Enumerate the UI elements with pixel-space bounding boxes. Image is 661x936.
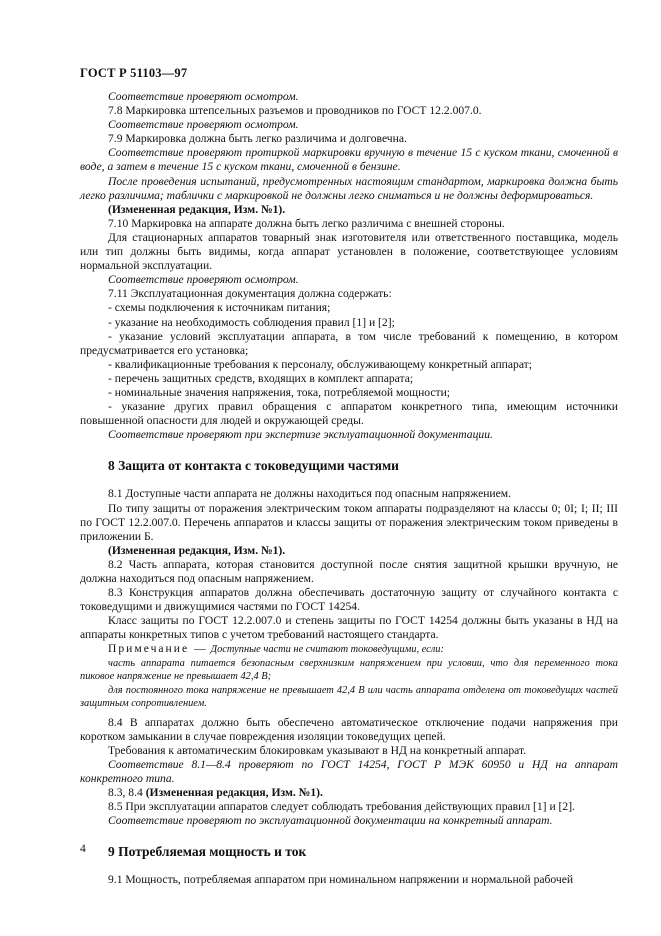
clause-7-9: 7.9 Маркировка должна быть легко различима и долговечна. <box>108 132 407 146</box>
clause-ref: 8.3, 8.4 <box>108 785 143 799</box>
note-text: для постоянного тока напряжение не превышает 42,4 В или часть аппарата отделена от токоведущих частей защитным сопротивлением. <box>80 684 618 710</box>
paragraph: По типу защиты от поражения электрическим током аппараты подразделяют на классы 0; 0I; I; II; III по ГОСТ 12.2.007.0. Перечень аппаратов и классы защиты от поражения электрическим током приведены в приложении Б. <box>80 501 618 543</box>
section-8-heading: 8 Защита от контакта с токоведущими частями <box>108 458 399 474</box>
list-item: - номинальные значения напряжения, тока, потребляемой мощности; <box>108 385 451 399</box>
note <box>80 642 618 656</box>
amendment-note: (Измененная редакция, Изм. №1). <box>145 785 323 799</box>
paragraph: Соответствие проверяют по эксплуатационной документации на конкретный аппарат. <box>108 814 553 828</box>
amendment-note: (Измененная редакция, Изм. №1). <box>108 202 286 216</box>
clause-8-1: 8.1 Доступные части аппарата не должны находиться под опасным напряжением. <box>108 487 512 501</box>
paragraph: Класс защиты по ГОСТ 12.2.007.0 и степень защиты по ГОСТ 14254 должны быть указаны в НД на аппараты конкретных типов с учетом требований настоящего стандарта. <box>80 614 618 642</box>
paragraph: Соответствие проверяют осмотром. <box>108 118 299 132</box>
clause-7-8: 7.8 Маркировка штепсельных разъемов и проводников по ГОСТ 12.2.007.0. <box>108 104 482 118</box>
list-item: - указание других правил обращения с аппаратом конкретного типа, имеющим источники повышенной опасности для людей и окружающей среды. <box>80 400 618 428</box>
list-item: - перечень защитных средств, входящих в комплект аппарата; <box>108 371 414 385</box>
document-header: ГОСТ Р 51103—97 <box>80 66 188 80</box>
amendment-line <box>80 786 618 800</box>
list-item: - указание на необходимость соблюдения правил [1] и [2]; <box>108 315 395 329</box>
paragraph: Для стационарных аппаратов товарный знак изготовителя или ответственного поставщика, модель или тип должны быть видимы, когда аппарат установлен в положение, соответствующее условиям нормальной эксплуатации. <box>80 230 618 273</box>
section-9-heading: 9 Потребляемая мощность и ток <box>108 844 307 860</box>
paragraph: После проведения испытаний, предусмотренных настоящим стандартом, маркировка должна быть легко различима; таблички с маркировкой не должны легко сниматься и не должны деформироваться. <box>80 174 618 202</box>
page-number: 4 <box>80 842 86 855</box>
paragraph: Соответствие проверяют осмотром. <box>108 273 299 287</box>
amendment-note: (Измененная редакция, Изм. №1). <box>108 543 286 557</box>
paragraph: Соответствие проверяют осмотром. <box>108 90 299 103</box>
list-item: - схемы подключения к источникам питания; <box>108 301 331 315</box>
note-text: Доступные части не считают токоведущими, если: <box>210 644 444 656</box>
clause-7-10: 7.10 Маркировка на аппарате должна быть легко различима с внешней стороны. <box>108 216 505 230</box>
clause-8-3: 8.3 Конструкция аппаратов должна обеспечивать достаточную защиту от случайного контакта с токоведущими и движущимися частями по ГОСТ 14254. <box>80 586 618 614</box>
note-text: часть аппарата питается безопасным сверхнизким напряжением при условии, что для переменного тока пиковое напряжение не превышает 42,4 В; <box>80 657 618 683</box>
clause-9-1: 9.1 Мощность, потребляемая аппаратом при номинальном напряжении и нормальной рабочей <box>108 873 574 887</box>
note-label: Примечание — <box>108 642 208 656</box>
list-item: - квалификационные требования к персоналу, обслуживающему конкретный аппарат; <box>108 357 532 371</box>
clause-8-5: 8.5 При эксплуатации аппаратов следует соблюдать требования действующих правил [1] и [2]. <box>108 800 575 814</box>
paragraph: Требования к автоматическим блокировкам указывают в НД на конкретный аппарат. <box>108 743 527 757</box>
paragraph: Соответствие проверяют при экспертизе эксплуатационной документации. <box>108 428 493 442</box>
list-item: - указание условий эксплуатации аппарата, в том числе требований к помещению, в котором предусматривается его установка; <box>80 329 618 357</box>
document-body <box>80 90 618 887</box>
paragraph: Соответствие 8.1—8.4 проверяют по ГОСТ 14254, ГОСТ Р МЭК 60950 и НД на аппарат конкретного типа. <box>80 757 618 785</box>
paragraph: Соответствие проверяют протиркой маркировки вручную в течение 15 с куском ткани, смоченной в воде, а затем в течение 15 с куском ткани, смоченной в бензине. <box>80 146 618 174</box>
clause-8-4: 8.4 В аппаратах должно быть обеспечено автоматическое отключение подачи напряжения при коротком замыкании в случае повреждения изоляции токоведущих цепей. <box>80 715 618 743</box>
clause-7-11: 7.11 Эксплуатационная документация должна содержать: <box>108 287 392 301</box>
clause-8-2: 8.2 Часть аппарата, которая становится доступной после снятия защитной крышки вручную, не должна находиться под опасным напряжением. <box>80 557 618 585</box>
